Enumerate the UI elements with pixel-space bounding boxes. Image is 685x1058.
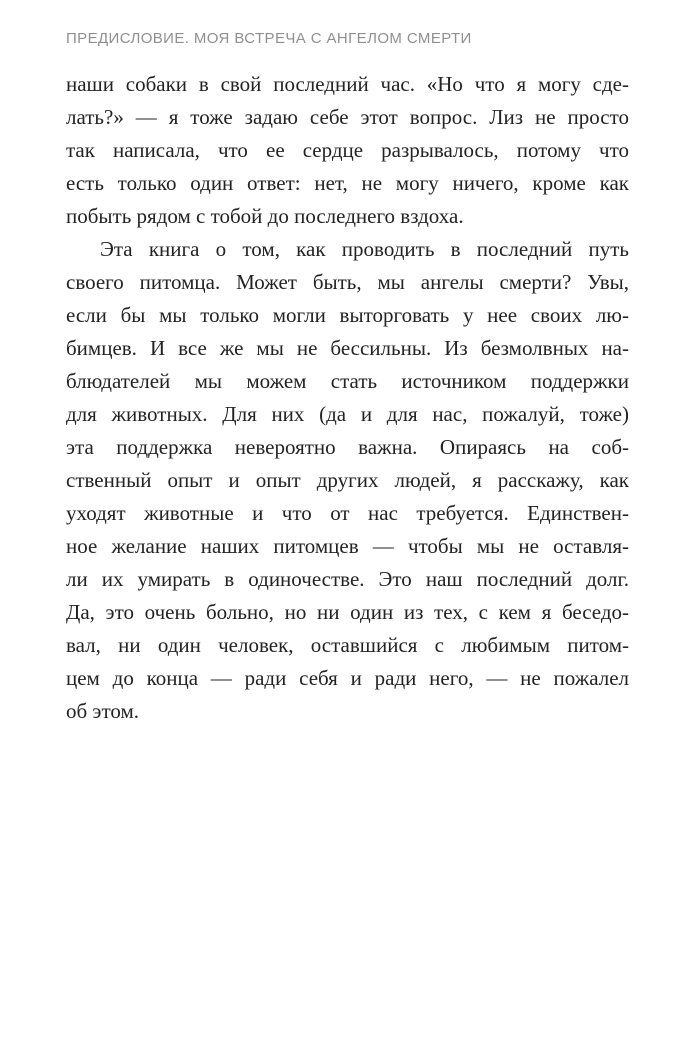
- text-line: побыть рядом с тобой до последнего вздоха.: [66, 204, 464, 228]
- text-line: вал, ни один человек, оставшийся с любимым питом-: [66, 633, 629, 657]
- text-line: уходят животные и что от нас требуется. Единствен-: [66, 501, 629, 525]
- text-line: своего питомца. Может быть, мы ангелы смерти? Увы,: [66, 270, 629, 294]
- chapter-running-head: ПРЕДИСЛОВИЕ. МОЯ ВСТРЕЧА С АНГЕЛОМ СМЕРТИ: [66, 30, 472, 47]
- text-line: так написала, что ее сердце разрывалось, потому что: [66, 138, 629, 162]
- text-line: если бы мы только могли выторговать у нее своих лю-: [66, 303, 629, 327]
- text-line: ственный опыт и опыт других людей, я расскажу, как: [66, 468, 629, 492]
- text-line: ли их умирать в одиночестве. Это наш последний долг.: [66, 567, 629, 591]
- text-line: бимцев. И все же мы не бессильны. Из безмолвных на-: [66, 336, 629, 360]
- text-line: лать?» — я тоже задаю себе этот вопрос. Лиз не просто: [66, 105, 629, 129]
- text-line: есть только один ответ: нет, не могу ничего, кроме как: [66, 171, 629, 195]
- text-line: для животных. Для них (да и для нас, пожалуй, тоже): [66, 402, 629, 426]
- text-line: наши собаки в свой последний час. «Но что я могу сде-: [66, 72, 629, 96]
- text-line: Эта книга о том, как проводить в последний путь: [100, 237, 629, 261]
- body-text: [66, 68, 629, 728]
- text-line: об этом.: [66, 699, 139, 723]
- text-line: блюдателей мы можем стать источником поддержки: [66, 369, 629, 393]
- text-line: цем до конца — ради себя и ради него, — не пожалел: [66, 666, 629, 690]
- text-line: ное желание наших питомцев — чтобы мы не оставля-: [66, 534, 629, 558]
- text-line: эта поддержка невероятно важна. Опираясь на соб-: [66, 435, 629, 459]
- text-line: Да, это очень больно, но ни один из тех, с кем я беседо-: [66, 600, 629, 624]
